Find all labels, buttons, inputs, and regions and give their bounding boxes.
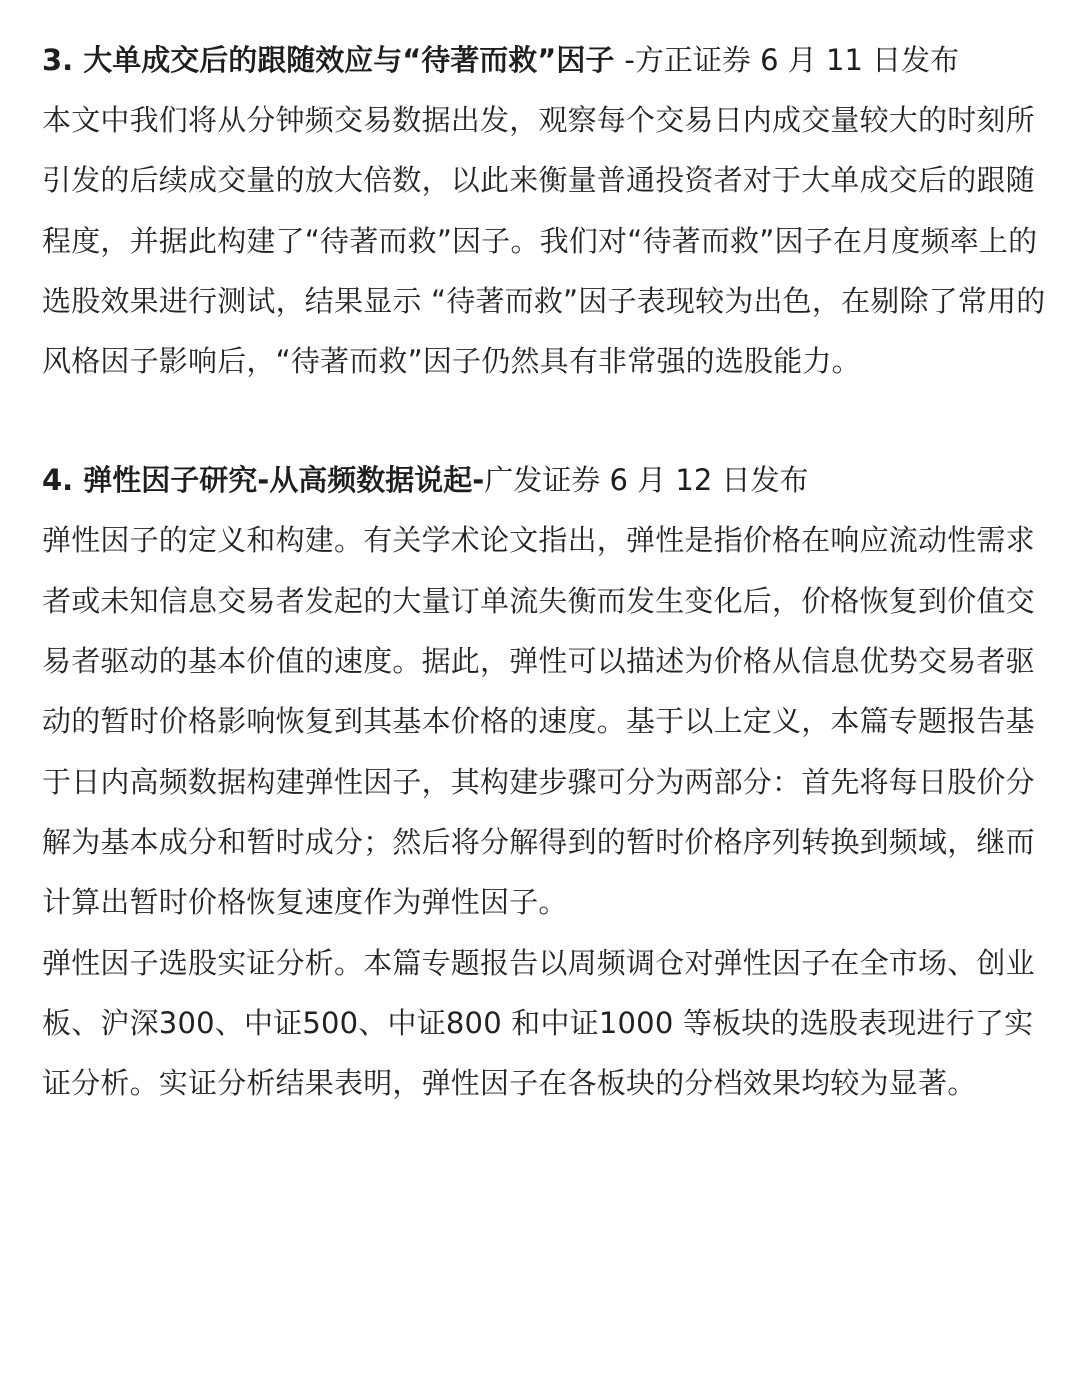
section-heading — [42, 30, 1047, 90]
section-title: 弹性因子研究-从高频数据说起- — [83, 463, 485, 498]
section-heading — [42, 450, 1047, 510]
section-title: 大单成交后的跟随效应与“待著而救”因子 — [83, 43, 625, 77]
document-body — [42, 30, 1047, 1113]
section-3 — [42, 30, 1047, 391]
section-number: 4. — [42, 463, 74, 498]
section-4 — [42, 450, 1047, 1113]
section-paragraph: 弹性因子的定义和构建。有关学术论文指出，弹性是指价格在响应流动性需求者或未知信息交易者发起的大量订单流失衡而发生变化后，价格恢复到价值交易者驱动的基本价值的速度。据此，弹性可以描述为价格从信息优势交易者驱动的暂时价格影响恢复到其基本价格的速度。基于以上定义，本篇专题报告基于日内高频数据构建弹性因子，其构建步骤可分为两部分：首先将每日股价分解为基本成分和暂时成分；然后将分解得到的暂时价格序列转换到频域，继而计算出暂时价格恢复速度作为弹性因子。 — [42, 523, 1035, 920]
section-paragraph: 本文中我们将从分钟频交易数据出发，观察每个交易日内成交量较大的时刻所引发的后续成交量的放大倍数，以此来衡量普通投资者对于大单成交后的跟随程度，并据此构建了“待著而救”因子。我们对“待著而救”因子在月度频率上的选股效果进行测试，结果显示 “待著而救”因子表现较为出色，在剔除了常用的风格因子影响后，“待著而救”因子仍然具有非常强的选股能力。 — [42, 103, 1046, 379]
section-source: -方正证券 6 月 11 日发布 — [624, 43, 960, 77]
section-paragraph: 弹性因子选股实证分析。本篇专题报告以周频调仓对弹性因子在全市场、创业板、沪深300、中证500、中证800 和中证1000 等板块的选股表现进行了实证分析。实证分析结果表明，弹性因子在各板块的分档效果均较为显著。 — [42, 945, 1035, 1101]
section-number: 3. — [42, 43, 74, 77]
section-source: 广发证券 6 月 12 日发布 — [484, 463, 809, 498]
